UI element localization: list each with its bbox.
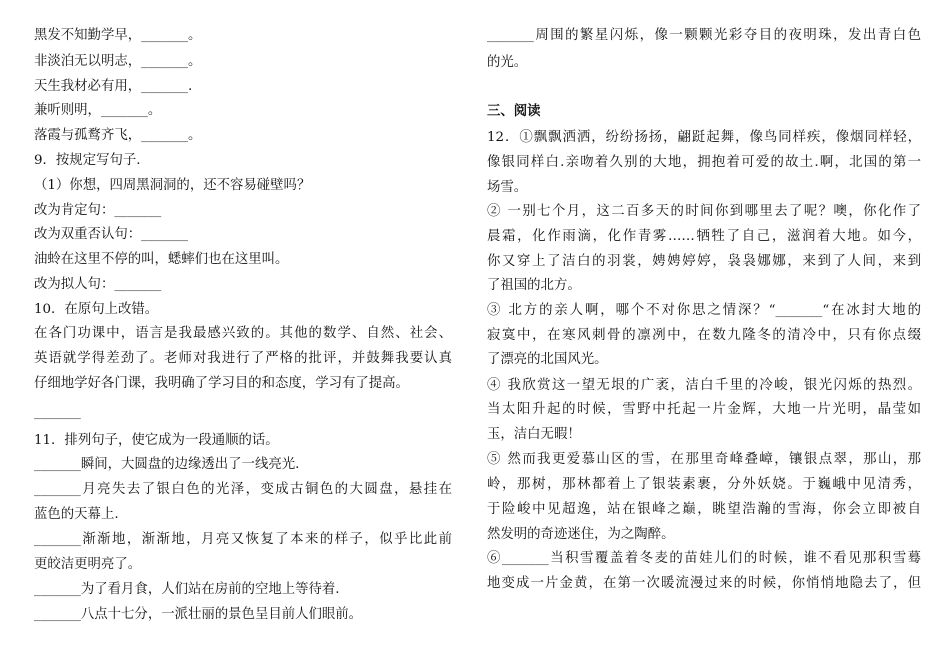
text-line: 仔细地学好各门课，我明确了学习目的和态度，学习有了提高。	[34, 376, 409, 391]
text-line: 11．排列句子，使它成为一段通顺的话。	[34, 433, 279, 448]
text-line: 蓝色的天幕上.	[34, 507, 119, 522]
text-line: 兼听则明，_______。	[34, 103, 162, 118]
text-line: 英语就学得差劲了。老师对我进行了严格的批评，并鼓舞我要认真	[34, 351, 452, 366]
text-line: 12．①飘飘洒洒，纷纷扬扬，翩跹起舞，像鸟同样疾，像烟同样轻，	[487, 130, 921, 145]
text-line: （1）你想，四周黑洞洞的，还不容易碰壁吗？	[34, 178, 311, 193]
text-line: 岭，那树，那林都着上了银装素裹，分外妖娆。于巍峨中见清秀，	[487, 477, 921, 492]
text-line: _______渐渐地，渐渐地，月亮又恢复了本来的样子，似乎比此前	[34, 532, 452, 547]
text-line: 的光。	[487, 55, 528, 70]
text-line: 改为拟人句：_______	[34, 277, 162, 292]
text-line: ② 一别七个月，这二百多天的时间你到哪里去了呢？噢，你化作了	[487, 204, 921, 219]
text-line: _______周围的繁星闪烁，像一颗颗光彩夺目的夜明珠，发出青白色	[487, 28, 921, 43]
text-line: _______为了看月食，人们站在房前的空地上等待着.	[34, 582, 340, 597]
text-line: 了漂亮的北国风光。	[487, 352, 608, 367]
text-line: ④ 我欣赏这一望无垠的广袤，洁白千里的冷峻，银光闪烁的热烈。	[487, 378, 921, 393]
text-line: 当太阳升起的时候，雪野中托起一片金辉，大地一片光明，晶莹如	[487, 402, 921, 417]
text-line: 晨霜，化作雨滴，化作青雾……牺牲了自己，滋润着大地。如今，	[487, 229, 921, 244]
text-line: 地变成一片金黄，在第一次暖流漫过来的时候，你悄悄地隐去了，但	[487, 576, 921, 591]
text-line: ⑤ 然而我更爱慕山区的雪，在那里奇峰叠嶂，镶银点翠，那山，那	[487, 452, 921, 467]
text-line: 于险峻中见超逸，站在银峰之巅，眺望浩瀚的雪海，你会立即被自	[487, 502, 921, 517]
text-line: 你又穿上了洁白的羽裳，娉娉婷婷，袅袅娜娜，来到了人间，来到	[487, 254, 921, 269]
text-line: 场雪。	[487, 180, 528, 195]
text-line: 天生我材必有用，_______.	[34, 79, 193, 94]
text-line: 改为双重否认句：_______	[34, 227, 188, 242]
text-line: 9．按规定写句子.	[34, 153, 141, 168]
text-line: 落霞与孤鹜齐飞，_______。	[34, 128, 202, 143]
text-line: _______	[34, 405, 81, 420]
text-line: 更皎洁更明亮了。	[34, 557, 142, 572]
text-line: 黑发不知勤学早，_______。	[34, 28, 202, 43]
section-heading: 三、阅读	[487, 104, 541, 119]
text-line: 改为肯定句：_______	[34, 203, 162, 218]
text-line: _______瞬间，大圆盘的边缘透出了一线亮光.	[34, 457, 300, 472]
text-line: 10．在原句上改错。	[34, 302, 159, 317]
text-line: _______八点十七分，一派壮丽的景色呈目前人们眼前。	[34, 607, 363, 622]
text-line: 然发明的奇迹迷住，为之陶醉。	[487, 527, 675, 542]
text-line: ⑥_______当积雪覆盖着冬麦的苗娃儿们的时候，谁不看见那积雪蓦	[487, 551, 921, 566]
text-line: 在各门功课中，语言是我最感兴致的。其他的数学、自然、社会、	[34, 326, 452, 341]
text-line: 油蛉在这里不停的叫，蟋蟀们也在这里叫。	[34, 252, 289, 267]
text-line: 非淡泊无以明志，_______。	[34, 54, 202, 69]
text-line: 寂寞中，在寒风刺骨的凛冽中，在数九隆冬的清冷中，只有你点缀	[487, 328, 921, 343]
text-line: 像银同样白.亲吻着久别的大地，拥抱着可爱的故土.啊，北国的第一	[487, 155, 921, 170]
text-line: 玉，洁白无暇！	[487, 427, 581, 442]
text-line: _______月亮失去了银白色的光泽，变成古铜色的大圆盘，悬挂在	[34, 482, 452, 497]
text-line: 了祖国的北方。	[487, 278, 581, 293]
text-line: ③ 北方的亲人啊，哪个不对你思之情深？“_______“在冰封大地的	[487, 303, 921, 318]
